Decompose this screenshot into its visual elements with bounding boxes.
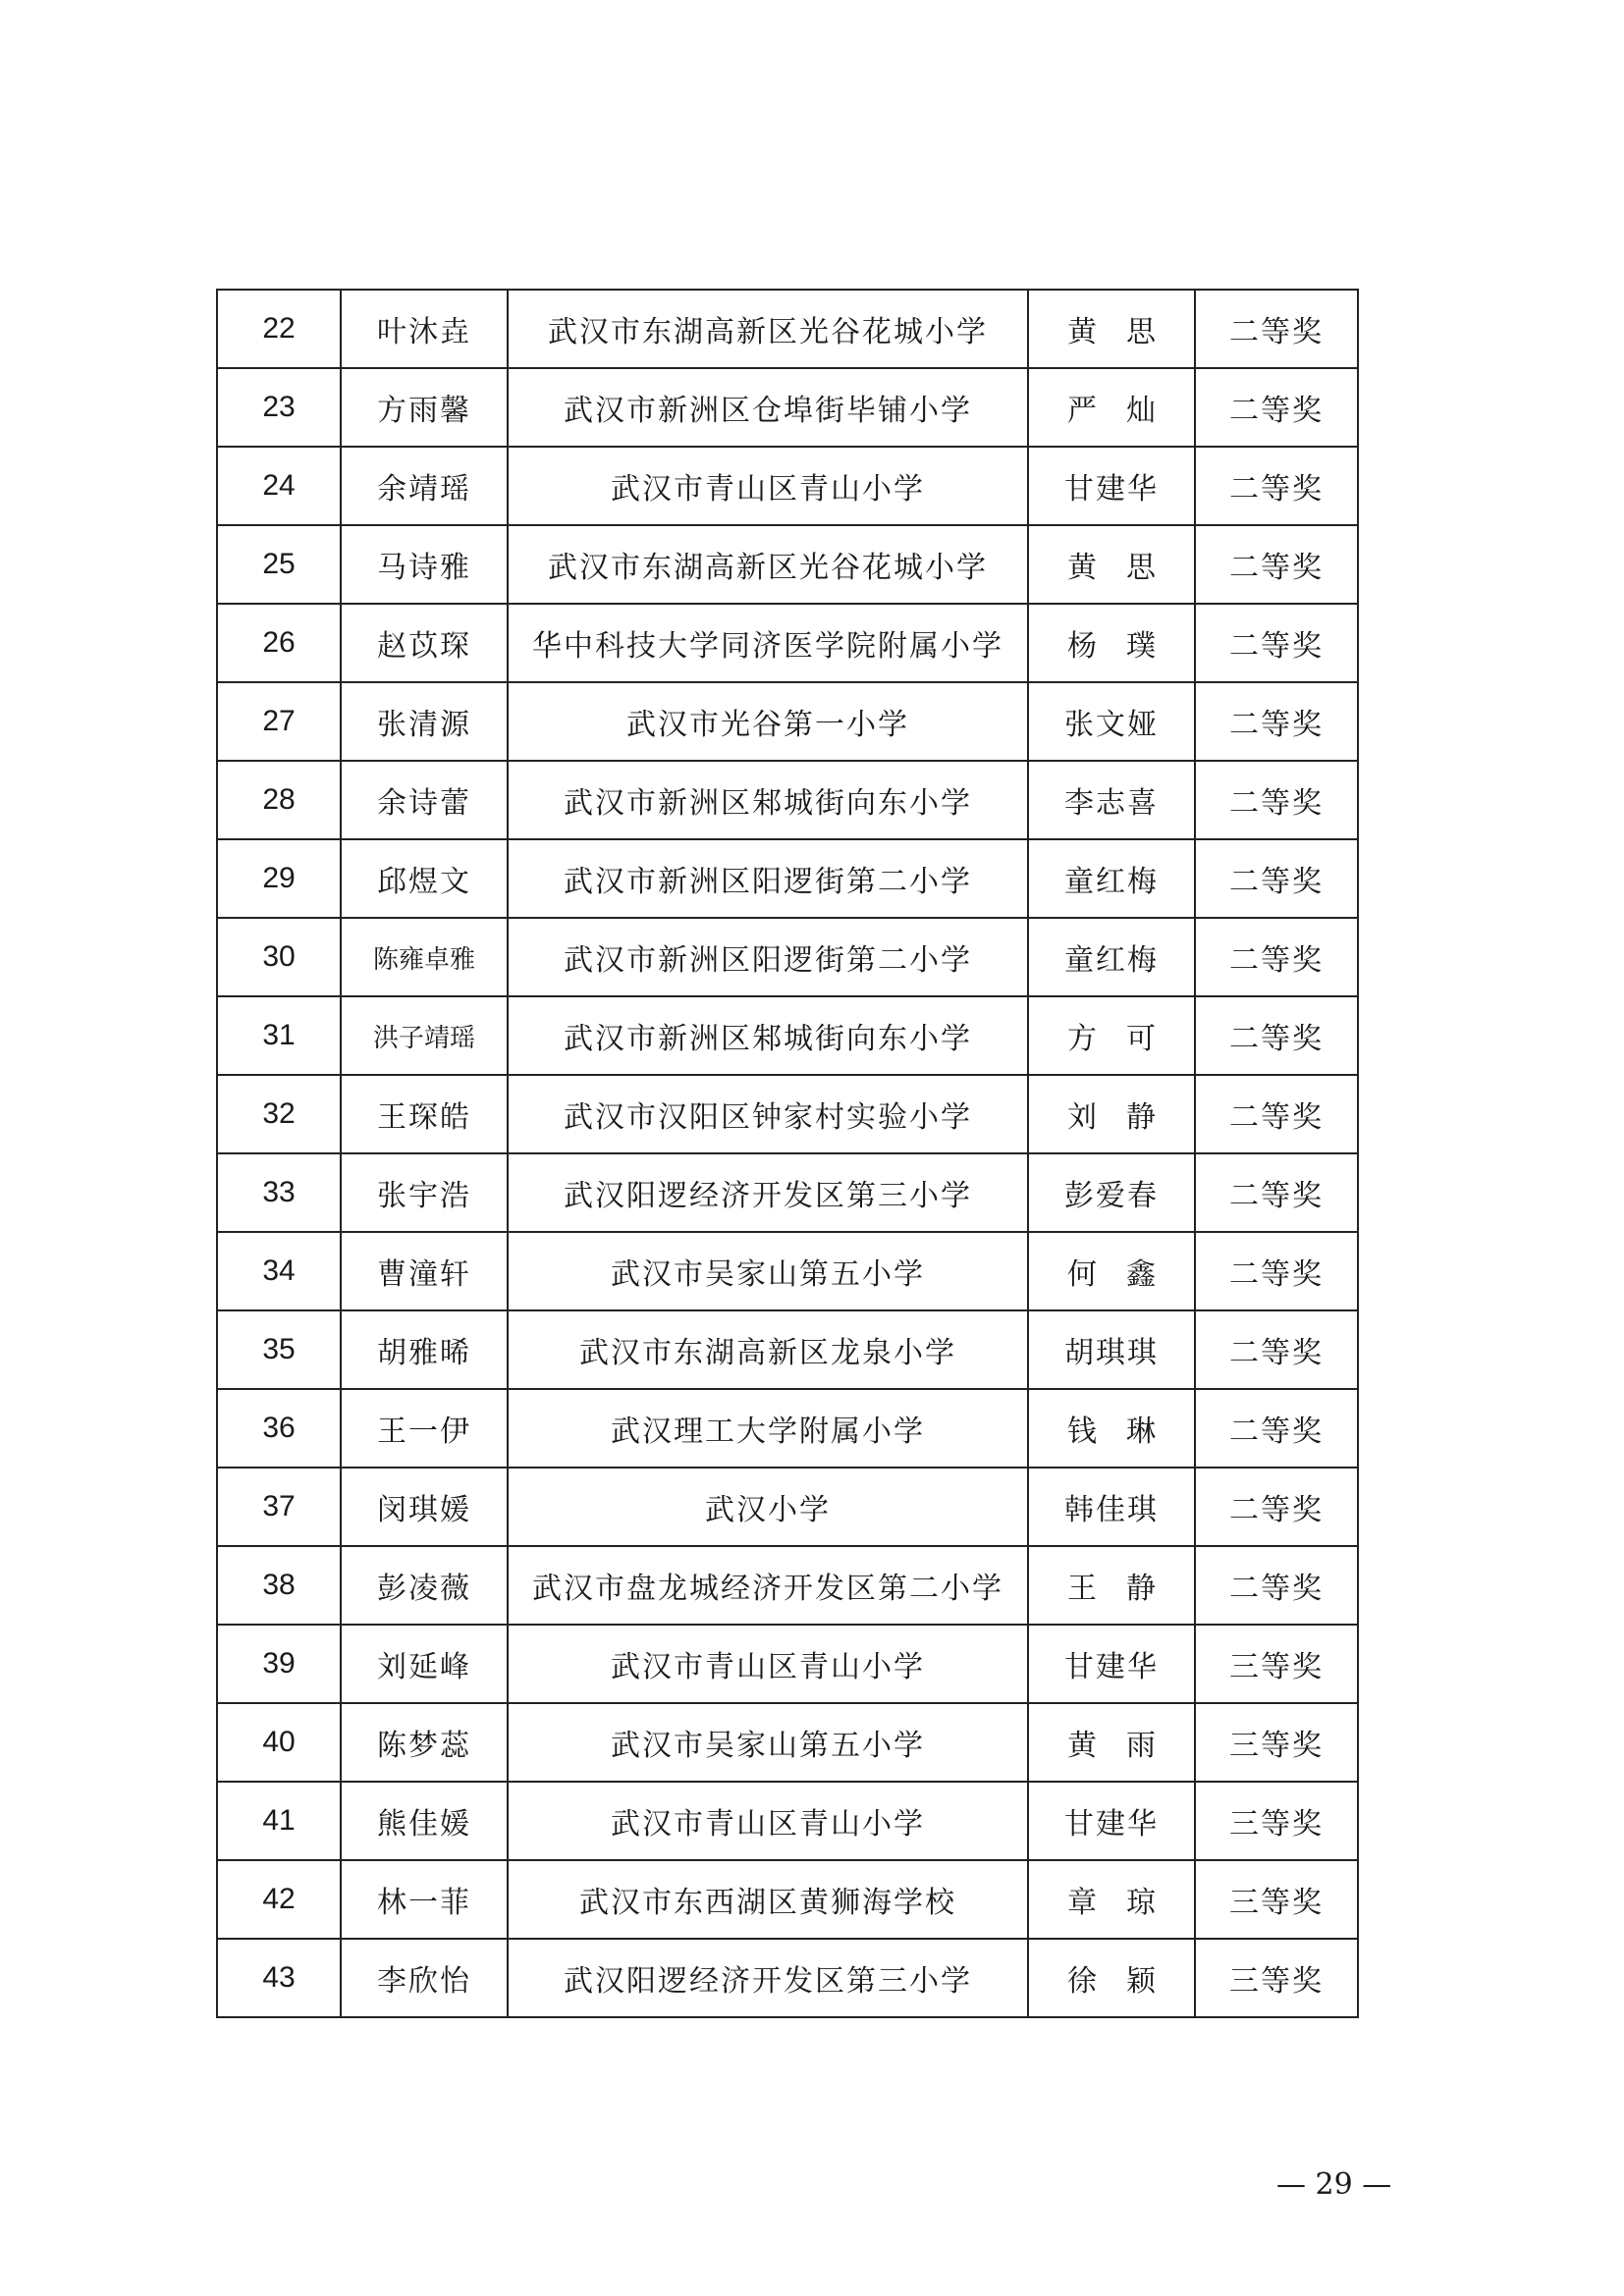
student-name: 余诗蕾: [341, 761, 508, 839]
school-name: 武汉市汉阳区钟家村实验小学: [508, 1075, 1028, 1153]
teacher-name: 黄雨: [1028, 1703, 1195, 1782]
student-name: 邱煜文: [341, 839, 508, 918]
table-row: [217, 1860, 1358, 1939]
row-number: 40: [217, 1703, 341, 1782]
school-name: 武汉市东湖高新区龙泉小学: [508, 1310, 1028, 1389]
student-name: 闵琪媛: [341, 1468, 508, 1546]
school-name: 武汉市青山区青山小学: [508, 447, 1028, 525]
award-level: 二等奖: [1195, 1389, 1358, 1468]
teacher-name: 甘建华: [1028, 1625, 1195, 1703]
table-row: [217, 1468, 1358, 1546]
row-number: 22: [217, 290, 341, 368]
award-level: 二等奖: [1195, 761, 1358, 839]
award-level: 二等奖: [1195, 290, 1358, 368]
teacher-name: 刘静: [1028, 1075, 1195, 1153]
teacher-name: 童红梅: [1028, 918, 1195, 996]
row-number: 26: [217, 604, 341, 682]
table-row: [217, 1310, 1358, 1389]
student-name: 余靖瑶: [341, 447, 508, 525]
row-number: 38: [217, 1546, 341, 1625]
school-name: 武汉市盘龙城经济开发区第二小学: [508, 1546, 1028, 1625]
table-row: [217, 996, 1358, 1075]
teacher-name: 章琼: [1028, 1860, 1195, 1939]
award-level: 二等奖: [1195, 918, 1358, 996]
row-number: 36: [217, 1389, 341, 1468]
school-name: 武汉市青山区青山小学: [508, 1625, 1028, 1703]
table-row: [217, 839, 1358, 918]
student-name: 张清源: [341, 682, 508, 761]
student-name: 王一伊: [341, 1389, 508, 1468]
school-name: 武汉市吴家山第五小学: [508, 1232, 1028, 1310]
table-row: [217, 761, 1358, 839]
school-name: 武汉市东西湖区黄狮海学校: [508, 1860, 1028, 1939]
row-number: 39: [217, 1625, 341, 1703]
student-name: 叶沐垚: [341, 290, 508, 368]
row-number: 42: [217, 1860, 341, 1939]
awards-table-body: [217, 290, 1358, 2017]
school-name: 武汉市东湖高新区光谷花城小学: [508, 525, 1028, 604]
row-number: 34: [217, 1232, 341, 1310]
teacher-name: 张文娅: [1028, 682, 1195, 761]
teacher-name: 甘建华: [1028, 447, 1195, 525]
row-number: 41: [217, 1782, 341, 1860]
award-level: 二等奖: [1195, 1546, 1358, 1625]
school-name: 武汉阳逻经济开发区第三小学: [508, 1153, 1028, 1232]
teacher-name: 何鑫: [1028, 1232, 1195, 1310]
table-row: [217, 1153, 1358, 1232]
table-row: [217, 1075, 1358, 1153]
row-number: 32: [217, 1075, 341, 1153]
school-name: 武汉小学: [508, 1468, 1028, 1546]
school-name: 武汉市光谷第一小学: [508, 682, 1028, 761]
table-row: [217, 682, 1358, 761]
student-name: 陈梦蕊: [341, 1703, 508, 1782]
teacher-name: 童红梅: [1028, 839, 1195, 918]
row-number: 31: [217, 996, 341, 1075]
student-name: 王琛皓: [341, 1075, 508, 1153]
school-name: 武汉市新洲区仓埠街毕铺小学: [508, 368, 1028, 447]
row-number: 43: [217, 1939, 341, 2017]
table-row: [217, 1703, 1358, 1782]
student-name: 张宇浩: [341, 1153, 508, 1232]
school-name: 武汉市新洲区邾城街向东小学: [508, 761, 1028, 839]
school-name: 武汉市新洲区阳逻街第二小学: [508, 918, 1028, 996]
table-row: [217, 1625, 1358, 1703]
teacher-name: 韩佳琪: [1028, 1468, 1195, 1546]
award-level: 三等奖: [1195, 1782, 1358, 1860]
table-row: [217, 1546, 1358, 1625]
student-name: 林一菲: [341, 1860, 508, 1939]
teacher-name: 李志喜: [1028, 761, 1195, 839]
award-level: 二等奖: [1195, 1075, 1358, 1153]
student-name: 曹潼轩: [341, 1232, 508, 1310]
school-name: 武汉阳逻经济开发区第三小学: [508, 1939, 1028, 2017]
row-number: 24: [217, 447, 341, 525]
row-number: 28: [217, 761, 341, 839]
school-name: 武汉市青山区青山小学: [508, 1782, 1028, 1860]
student-name: 熊佳媛: [341, 1782, 508, 1860]
table-row: [217, 290, 1358, 368]
row-number: 35: [217, 1310, 341, 1389]
school-name: 武汉理工大学附属小学: [508, 1389, 1028, 1468]
teacher-name: 钱琳: [1028, 1389, 1195, 1468]
student-name: 胡雅晞: [341, 1310, 508, 1389]
teacher-name: 彭爱春: [1028, 1153, 1195, 1232]
award-level: 二等奖: [1195, 525, 1358, 604]
page-number: — 29 —: [1276, 2167, 1392, 2202]
table-row: [217, 1939, 1358, 2017]
table-row: [217, 918, 1358, 996]
table-row: [217, 1782, 1358, 1860]
award-level: 二等奖: [1195, 839, 1358, 918]
table-row: [217, 447, 1358, 525]
student-name: 洪子靖瑶: [341, 996, 508, 1075]
school-name: 武汉市新洲区邾城街向东小学: [508, 996, 1028, 1075]
teacher-name: 胡琪琪: [1028, 1310, 1195, 1389]
student-name: 马诗雅: [341, 525, 508, 604]
row-number: 30: [217, 918, 341, 996]
school-name: 武汉市新洲区阳逻街第二小学: [508, 839, 1028, 918]
award-level: 二等奖: [1195, 447, 1358, 525]
award-level: 三等奖: [1195, 1860, 1358, 1939]
row-number: 33: [217, 1153, 341, 1232]
teacher-name: 王静: [1028, 1546, 1195, 1625]
table-row: [217, 604, 1358, 682]
award-level: 二等奖: [1195, 996, 1358, 1075]
award-level: 三等奖: [1195, 1625, 1358, 1703]
award-level: 二等奖: [1195, 604, 1358, 682]
student-name: 方雨馨: [341, 368, 508, 447]
row-number: 37: [217, 1468, 341, 1546]
teacher-name: 严灿: [1028, 368, 1195, 447]
student-name: 陈雍卓雅: [341, 918, 508, 996]
teacher-name: 黄思: [1028, 290, 1195, 368]
student-name: 刘延峰: [341, 1625, 508, 1703]
teacher-name: 黄思: [1028, 525, 1195, 604]
award-level: 二等奖: [1195, 1232, 1358, 1310]
table-row: [217, 1389, 1358, 1468]
row-number: 29: [217, 839, 341, 918]
teacher-name: 甘建华: [1028, 1782, 1195, 1860]
award-level: 二等奖: [1195, 1310, 1358, 1389]
award-level: 二等奖: [1195, 1153, 1358, 1232]
table-row: [217, 368, 1358, 447]
award-level: 三等奖: [1195, 1939, 1358, 2017]
award-level: 二等奖: [1195, 682, 1358, 761]
row-number: 27: [217, 682, 341, 761]
school-name: 华中科技大学同济医学院附属小学: [508, 604, 1028, 682]
table-row: [217, 1232, 1358, 1310]
award-level: 二等奖: [1195, 368, 1358, 447]
school-name: 武汉市吴家山第五小学: [508, 1703, 1028, 1782]
table-row: [217, 525, 1358, 604]
awards-table: [216, 289, 1359, 2018]
row-number: 23: [217, 368, 341, 447]
award-level: 二等奖: [1195, 1468, 1358, 1546]
row-number: 25: [217, 525, 341, 604]
teacher-name: 方可: [1028, 996, 1195, 1075]
teacher-name: 杨璞: [1028, 604, 1195, 682]
student-name: 赵苡琛: [341, 604, 508, 682]
student-name: 李欣怡: [341, 1939, 508, 2017]
school-name: 武汉市东湖高新区光谷花城小学: [508, 290, 1028, 368]
teacher-name: 徐颖: [1028, 1939, 1195, 2017]
award-level: 三等奖: [1195, 1703, 1358, 1782]
student-name: 彭凌薇: [341, 1546, 508, 1625]
